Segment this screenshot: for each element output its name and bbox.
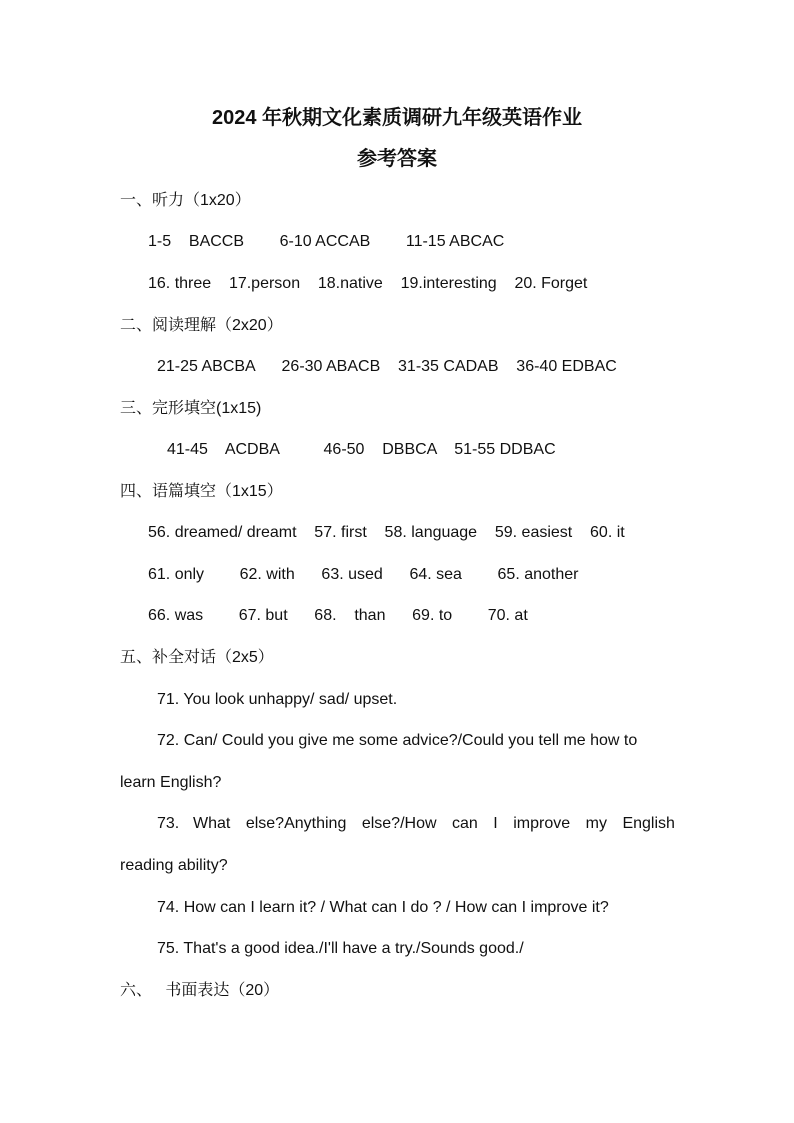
answer-line: 71. You look unhappy/ sad/ upset. [157, 691, 398, 708]
section-heading-dialogue: 五、补全对话（2x5） [120, 649, 274, 666]
answer-word: English [622, 815, 675, 832]
answer-line: 56. dreamed/ dreamt 57. first 58. language 59. easiest 60. it [148, 524, 625, 541]
answer-number: 73. [157, 815, 180, 832]
answer-line: 41-45 ACDBA 46-50 DBBCA 51-55 DDBAC [167, 441, 556, 458]
answer-word: improve [513, 815, 571, 832]
answer-line: 1-5 BACCB 6-10 ACCAB 11-15 ABCAC [148, 233, 505, 250]
answer-line: 61. only 62. with 63. used 64. sea 65. another [148, 566, 579, 583]
answer-line: 16. three 17.person 18.native 19.interesting 20. Forget [148, 275, 588, 292]
section-heading-passage-fill: 四、语篇填空（1x15） [120, 483, 283, 500]
answer-word: else?/How [361, 815, 437, 832]
answer-line: 72. Can/ Could you give me some advice?/Could you tell me how to [157, 732, 638, 749]
answer-word: What [193, 815, 231, 832]
answer-word: else?Anything [245, 815, 347, 832]
answer-line-justified [193, 814, 675, 834]
section-heading-writing: 六、 书面表达（20） [120, 982, 280, 999]
answer-line: 21-25 ABCBA 26-30 ABACB 31-35 CADAB 36-40 EDBAC [157, 358, 617, 375]
answer-line: 66. was 67. but 68. than 69. to 70. at [148, 607, 528, 624]
answer-line: 75. That's a good idea./I'll have a try./Sounds good./ [157, 940, 524, 957]
answer-line-continued: learn English? [120, 774, 222, 791]
section-heading-cloze: 三、完形填空(1x15) [120, 400, 262, 417]
answer-line: 74. How can I learn it? / What can I do ? / How can I improve it? [157, 899, 609, 916]
document-subtitle: 参考答案 [357, 148, 437, 170]
answer-word: my [585, 815, 607, 832]
document-title: 2024 年秋期文化素质调研九年级英语作业 [211, 107, 583, 129]
answer-word: I [493, 815, 498, 832]
answer-word: can [452, 815, 478, 832]
section-heading-reading: 二、阅读理解（2x20） [120, 317, 283, 334]
section-heading-listening: 一、听力（1x20） [120, 192, 251, 209]
answer-line-continued: reading ability? [120, 857, 228, 874]
